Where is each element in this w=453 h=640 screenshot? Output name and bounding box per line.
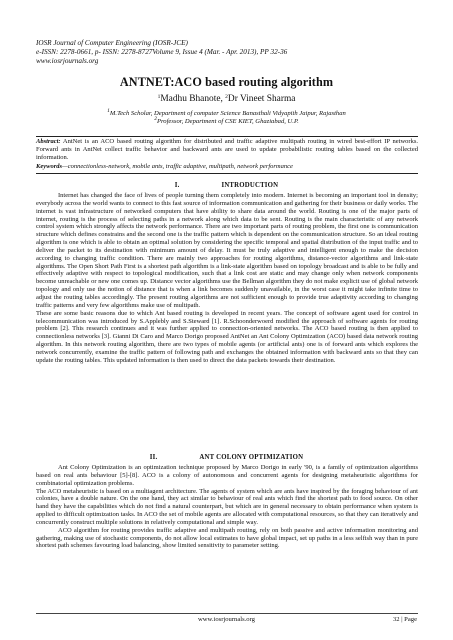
section-heading-aco xyxy=(0,454,453,461)
author-2-marker: 2 xyxy=(225,94,228,100)
abstract-top-rule xyxy=(36,136,418,137)
abstract-bottom-rule xyxy=(36,173,418,174)
section-2-title: ANT COLONY OPTIMIZATION xyxy=(199,454,304,461)
affiliation-2-text: Professor, Department of CSE KIET, Ghaziabad, U.P. xyxy=(156,118,299,125)
author-list xyxy=(0,94,453,104)
affiliation-2 xyxy=(0,115,453,126)
section-1-title: INTRODUCTION xyxy=(221,182,279,189)
paper-title: ANTNET:ACO based routing algorithm xyxy=(119,75,334,89)
journal-issn: e-ISSN: 2278-0661, p- ISSN: 2278-8727Volume 9, Issue 4 (Mar. - Apr. 2013), PP 32-36 xyxy=(36,48,288,57)
paragraph: Ant Colony Optimization is an optimization technique proposed by Marco Dorigo in early '90, is a family of optimization algorithms based on real ants behaviour [5]-[8]. ACO is a colony of autonomous and concurrent agents for designing metaheuristic algorithms for combinatorial optimization problems. xyxy=(36,464,418,487)
affiliation-1-text: M.Tech Scholar, Department of computer Science Banasthali Vidyapith Jaipur, Rajasthan xyxy=(109,110,346,117)
section-2-body xyxy=(36,464,418,550)
journal-name: IOSR Journal of Computer Engineering (IOSR-JCE) xyxy=(36,39,188,47)
section-1-number: I. xyxy=(174,182,180,189)
paragraph: Internet has changed the face of lives of people turning them completely into modern. Internet is becoming an important tool in density; everybody across the world wants to connect to this fast source of information communication and gathering for their business or daily works. The internet is vast infrastructure of networked computers that have ability to share data around the world. Routing is one of the major parts of internet, routing is the process of selecting paths in a network along which data to be sent. Routing is the main characteristic of any network control system which strongly affects the network performance. There are two important parts of routing problem, the first one is communication structure which defines constrains and the second one is the traffic pattern which is dependent on the communication structure. So an ideal routing algorithm is one which is able to obtain an optimal solution by considering the specific temporal and spatial distribution of the input traffic and to deliver the packet to its destination with minimum amount of delay. It must be truly adaptive and intelligent enough to make the decision according to changing traffic condition. There are mainly two approaches for routing algorithms, distance-vector algorithms and link-state algorithms. The Open Short Path First is a shortest path algorithm is a link-state algorithm based on topology broadcast and is able to be fully and effectively adaptive with respect to topological modification, such that a link cost are static and may change only when network components become unreachable or new one comes up. Distance vector algorithms use the Bellman algorithm they do not make explicit use of global network topology and only use the notion of distance that is when a link becomes suddenly unavailable, in the worst case it might take infinite time to adjust the routing tables accordingly. The present routing algorithms are not sufficient enough to provide true adaptivity according to changing traffic patterns and very few algorithms make use of multipath. xyxy=(36,192,418,309)
footer-url: www.iosrjournals.org xyxy=(198,616,255,623)
paragraph: These are some basic reasons due to which Ant based routing is developed in recent years. The concept of software agent used for control in telecommunication was introduced by S.Applebly and S.Steward [1]. R.Schoonderwoerd modified the approach of software agents for routing problem [2]. This research continues and it was further applied to connection-oriented networks. The ACO based routing is then applied to connectionless networks [3]. Gianni Di Caro and Marco Dorigo proposed AntNet an Ant Colony Optimization (ACO) based data network routing algorithm. In this network routing algorithm, there are two types of mobile agents (or artificial ants) one is of forward ants which explores the network concurrently, examine the traffic pattern of following path and exchanges the obtained information with backward ants so that they can update the routing tables. This updated information is then used to direct the data packets towards their destination. xyxy=(36,309,418,364)
affiliation-1-marker: 1 xyxy=(107,108,110,114)
keywords-label: Keywords xyxy=(36,163,62,170)
journal-header xyxy=(36,39,287,67)
abstract xyxy=(36,138,418,163)
footer-rule xyxy=(36,613,418,614)
paragraph: ACO algorithm for routing provides traffic adaptive and multipath routing, rely on both passive and active information monitoring and gathering, making use of stochastic components, do not allow local estimates to have global impact, set up paths in a less selfish way than in pure shortest path schemes favouring load balancing, show limited sensitivity to parameter setting. xyxy=(36,526,418,550)
abstract-text: AntNet is an ACO based routing algorithm for distributed and traffic adaptive multipath routing in wired best-effort IP networks. Forward ants in AntNet collect traffic behavior and backward ants are used to update probabilistic routing tables based on the collected information. xyxy=(36,138,418,162)
page-number: 32 | Page xyxy=(392,616,417,623)
journal-url: www.iosrjournals.org xyxy=(36,57,99,66)
paragraph: The ACO metaheuristic is based on a multiagent architecture. The agents of system which are ants have inspired by the foraging behaviour of ant colonies, have a double nature. On the one hand, they act similar to behaviour of real ants which find the shortest path to food source. On other hand they have the capabilities which do not find a natural counterpart, but which are in general necessary to obtain performance when system is applied to difficult optimization tasks. In ACO the set of mobile agents are allocated with computational resources, so that they can iteratively and concurrently construct multiple solutions in relatively computational and simple way. xyxy=(36,487,418,526)
author-1-name: Madhu Bhanote, xyxy=(160,94,226,104)
affiliation-2-marker: 2 xyxy=(154,116,157,122)
abstract-label: Abstract: xyxy=(36,138,61,145)
keywords xyxy=(36,163,418,171)
section-2-number: II. xyxy=(149,454,158,461)
author-1-marker: 1 xyxy=(157,94,161,100)
author-2-name: Dr Vineet Sharma xyxy=(227,94,296,104)
section-1-body xyxy=(36,192,418,365)
keywords-text: —connectionless-network, mobile ants, traffic adaptive, multipath, network performance xyxy=(62,163,293,170)
section-heading-introduction xyxy=(0,182,453,189)
